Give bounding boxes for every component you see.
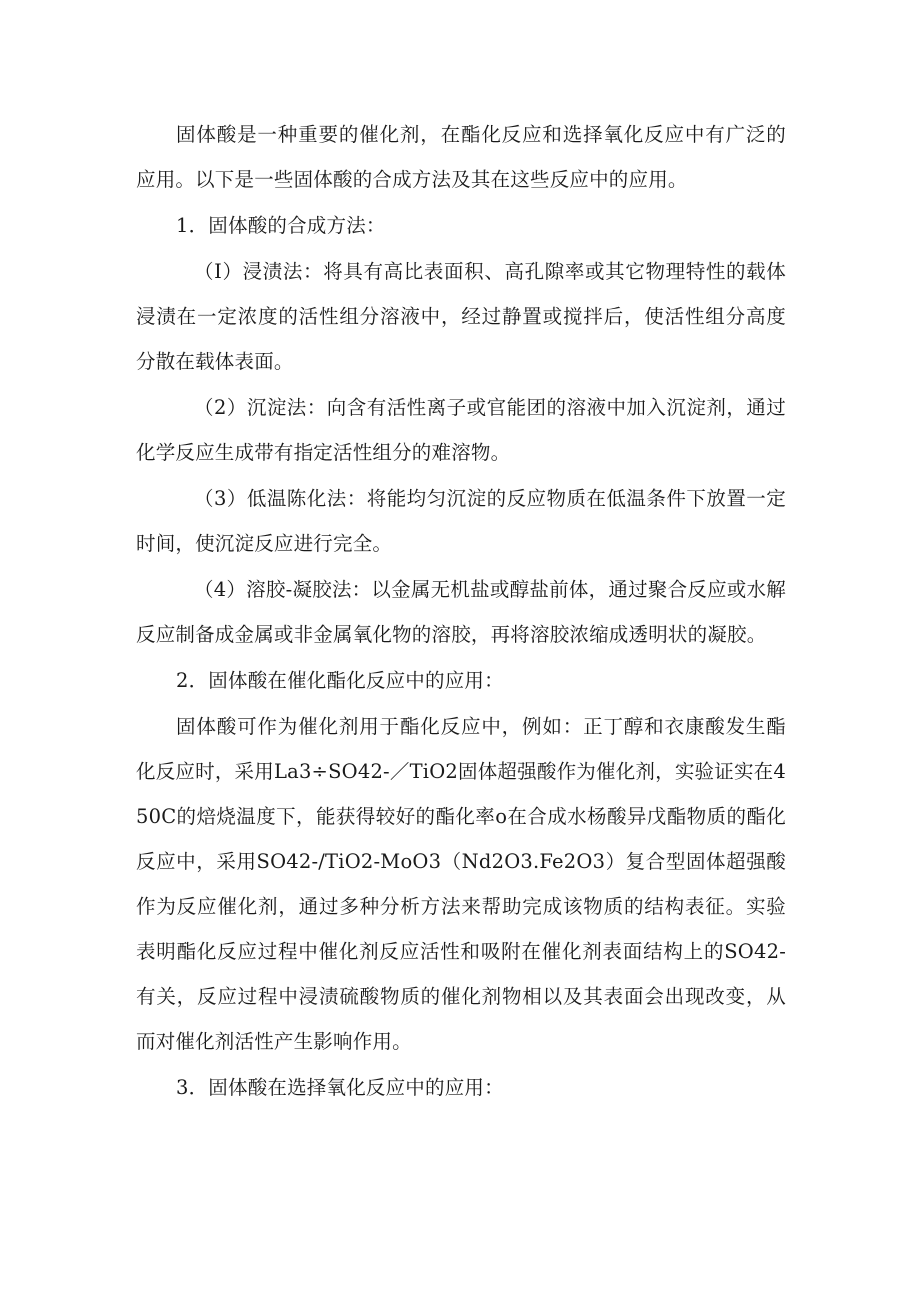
section-heading-synthesis: 1．固体酸的合成方法： <box>176 214 386 237</box>
method-impregnation-paragraph: （I）浸渍法：将具有高比表面积、高孔隙率或其它物理特性的载体浸渍在一定浓度的活性组分溶液中，经过静置或搅拌后，使活性组分高度分散在载体表面。 <box>136 260 786 373</box>
document-body <box>136 112 786 1111</box>
section-heading-esterification: 2．固体酸在催化酯化反应中的应用： <box>176 669 504 692</box>
method-sol-gel-paragraph: （4）溶胶-凝胶法：以金属无机盐或醇盐前体，通过聚合反应或水解反应制备成金属或非金属氧化物的溶胶，再将溶胶浓缩成透明状的凝胶。 <box>136 578 786 646</box>
esterification-paragraph: 固体酸可作为催化剂用于酯化反应中，例如：正丁醇和衣康酸发生酯化反应时，采用La3÷SO42-／TiO2固体超强酸作为催化剂，实验证实在450C的焙烧温度下，能获得较好的酯化率o在合成水杨酸异戊酯物质的酯化反应中，采用SO42-/TiO2-MoO3（Nd2O3.Fe2O3）复合型固体超强酸作为反应催化剂，通过多种分析方法来帮助完成该物质的结构表征。实验表明酯化反应过程中催化剂反应活性和吸附在催化剂表面结构上的SO42-有关，反应过程中浸渍硫酸物质的催化剂物相以及其表面会出现改变，从而对催化剂活性产生影响作用。 <box>136 715 786 1053</box>
section-heading-oxidation: 3．固体酸在选择氧化反应中的应用： <box>176 1076 504 1099</box>
method-low-temp-aging-paragraph: （3）低温陈化法：将能均匀沉淀的反应物质在低温条件下放置一定时间，使沉淀反应进行完全。 <box>136 487 786 555</box>
intro-paragraph: 固体酸是一种重要的催化剂，在酯化反应和选择氧化反应中有广泛的应用。以下是一些固体酸的合成方法及其在这些反应中的应用。 <box>136 123 786 191</box>
method-precipitation-paragraph: （2）沉淀法：向含有活性离子或官能团的溶液中加入沉淀剂，通过化学反应生成带有指定活性组分的难溶物。 <box>136 396 786 464</box>
